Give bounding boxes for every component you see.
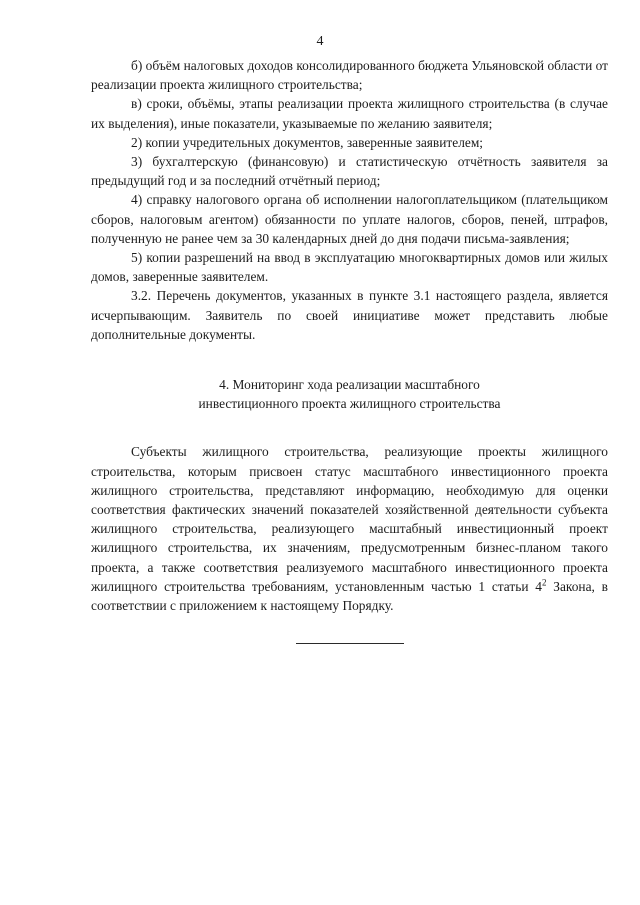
article-superscript: 2 xyxy=(541,577,547,588)
page-number: 4 xyxy=(316,34,324,49)
paragraph-item-b: б) объём налоговых доходов консолидированного бюджета Ульяновской области от реализации проекта жилищного строительства; xyxy=(91,58,608,93)
section-heading xyxy=(91,375,608,413)
paragraph-item-4: 4) справку налогового органа об исполнении налогоплательщиком (плательщиком сборов, налоговым агентом) обязанности по уплате налогов, сборов, пеней, штрафов, полученную не ранее чем за 30 календарных дней до дня подачи письма-заявления; xyxy=(91,192,608,246)
document-body xyxy=(91,56,608,615)
end-divider-line xyxy=(296,643,404,644)
section-body-paragraph xyxy=(91,442,608,615)
section-body-text: Субъекты жилищного строительства, реализующие проекты жилищного строительства, которым присвоен статус масштабного инвестиционного проекта жилищного строительства, представляют информацию, необходимую для оценки соответствия фактических значений показателей хозяйственной деятельности субъекта жилищного строительства, реализующего масштабный инвестиционный проект жилищного строительства, их значениям, предусмотренным бизнес-планом такого проекта, а также соответствия реализуемого масштабного инвестиционного проекта жилищного строительства требованиям, установленным частью 1 статьи 4 xyxy=(91,444,608,594)
paragraph-item-2: 2) копии учредительных документов, заверенные заявителем; xyxy=(131,134,484,150)
paragraph-item-3: 3) бухгалтерскую (финансовую) и статистическую отчётность заявителя за предыдущий год и за последний отчётный период; xyxy=(91,154,608,189)
paragraph-3-2: 3.2. Перечень документов, указанных в пункте 3.1 настоящего раздела, является исчерпывающим. Заявитель по своей инициативе может представить любые дополнительные документы. xyxy=(91,288,608,342)
section-body-text-end: Закона, в соответствии с приложением к настоящему Порядку. xyxy=(91,578,608,614)
section-heading-line-2: инвестиционного проекта жилищного строительства xyxy=(198,396,501,412)
paragraph-item-v: в) сроки, объёмы, этапы реализации проекта жилищного строительства (в случае их выделения), иные показатели, указываемые по желанию заявителя; xyxy=(91,96,608,131)
section-heading-line-1: 4. Мониторинг хода реализации масштабного xyxy=(219,377,480,393)
paragraph-item-5: 5) копии разрешений на ввод в эксплуатацию многоквартирных домов или жилых домов, заверенные заявителем. xyxy=(91,250,608,285)
